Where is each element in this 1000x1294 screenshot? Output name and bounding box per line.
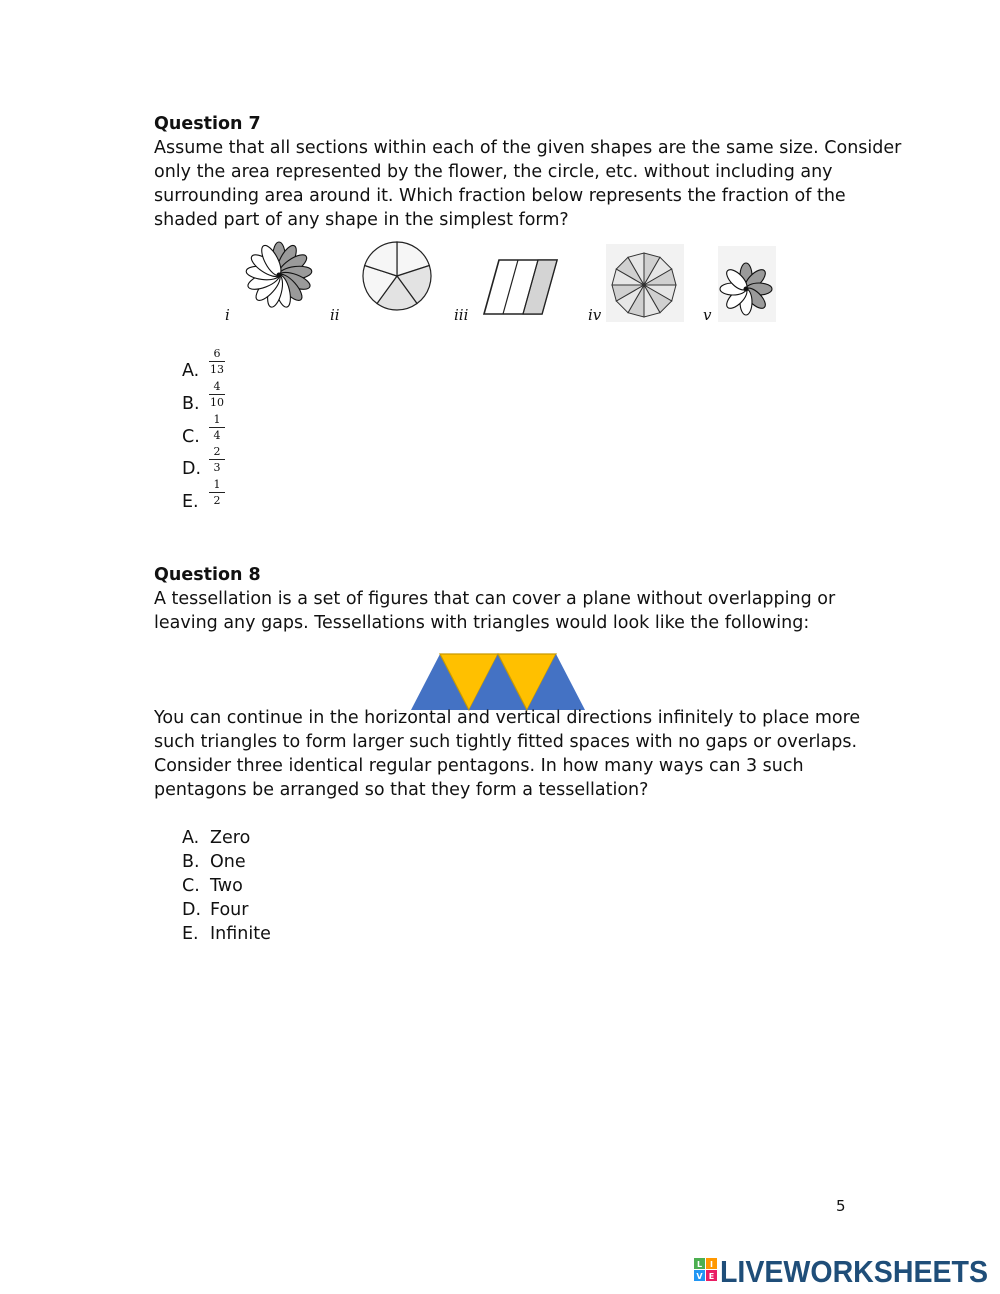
question-8-line: You can continue in the horizontal and vertical directions infinitely to place more	[154, 708, 861, 728]
option-letter: E.	[182, 492, 199, 512]
question-7-line: shaded part of any shape in the simplest form?	[154, 210, 569, 230]
question-7-line: surrounding area around it. Which fraction below represents the fraction of the	[154, 186, 846, 206]
flower-i	[245, 242, 312, 309]
question-7-line: only the area represented by the flower, the circle, etc. without including any	[154, 162, 833, 182]
flower-v	[720, 263, 772, 315]
option-fraction: 1 2	[208, 478, 226, 507]
q8-option-c[interactable]: C. Two	[182, 876, 243, 896]
question-8-line: leaving any gaps. Tessellations with triangles would look like the following:	[154, 613, 810, 633]
question-7-line: Assume that all sections within each of the given shapes are the same size. Consider	[154, 138, 902, 158]
option-letter: D.	[182, 459, 202, 479]
option-fraction: 4 10	[210, 380, 224, 409]
figure-label: ii	[330, 306, 340, 324]
option-letter: A.	[182, 361, 200, 381]
q8-option-a[interactable]: A. Zero	[182, 828, 251, 848]
q8-option-d[interactable]: D. Four	[182, 900, 249, 920]
question-8-line: pentagons be arranged so that they form a tessellation?	[154, 780, 649, 800]
liveworksheets-logo-graphic	[692, 1254, 992, 1288]
liveworksheets-logo	[692, 1254, 992, 1292]
question-8-heading: Question 8	[154, 565, 261, 585]
question-8-body	[154, 706, 861, 802]
option-fraction: 2 3	[208, 445, 226, 474]
logo-badge-letter: I	[710, 1260, 713, 1269]
page-number: 5	[836, 1197, 846, 1215]
question-7-heading: Question 7	[154, 114, 261, 134]
circle-ii	[363, 242, 431, 310]
logo-badge-letter: V	[696, 1272, 703, 1281]
figure-label: iv	[588, 306, 602, 324]
q8-option-b[interactable]: B. One	[182, 852, 246, 872]
logo-badge-letter: E	[708, 1272, 715, 1281]
question-8-line: such triangles to form larger such tightly fitted spaces with no gaps or overlaps.	[154, 732, 858, 752]
question-8-line: Consider three identical regular pentagons. In how many ways can 3 such	[154, 756, 804, 776]
option-letter: B.	[182, 394, 200, 414]
option-letter: C.	[182, 427, 200, 447]
logo-badge-letter: L	[696, 1260, 703, 1269]
figure-label: i	[225, 306, 230, 324]
option-fraction: 6 13	[210, 347, 224, 376]
option-fraction: 1 4	[208, 413, 226, 442]
figure-label: v	[703, 306, 712, 324]
logo-text: LIVEWORKSHEETS	[720, 1254, 988, 1288]
figure-label: iii	[454, 306, 469, 324]
question-8-line: A tessellation is a set of figures that can cover a plane without overlapping or	[154, 589, 836, 609]
q8-option-e[interactable]: E. Infinite	[182, 924, 271, 944]
question-8-intro	[154, 587, 854, 635]
shapes-figure	[0, 0, 1000, 340]
parallelogram-iii	[484, 260, 557, 314]
